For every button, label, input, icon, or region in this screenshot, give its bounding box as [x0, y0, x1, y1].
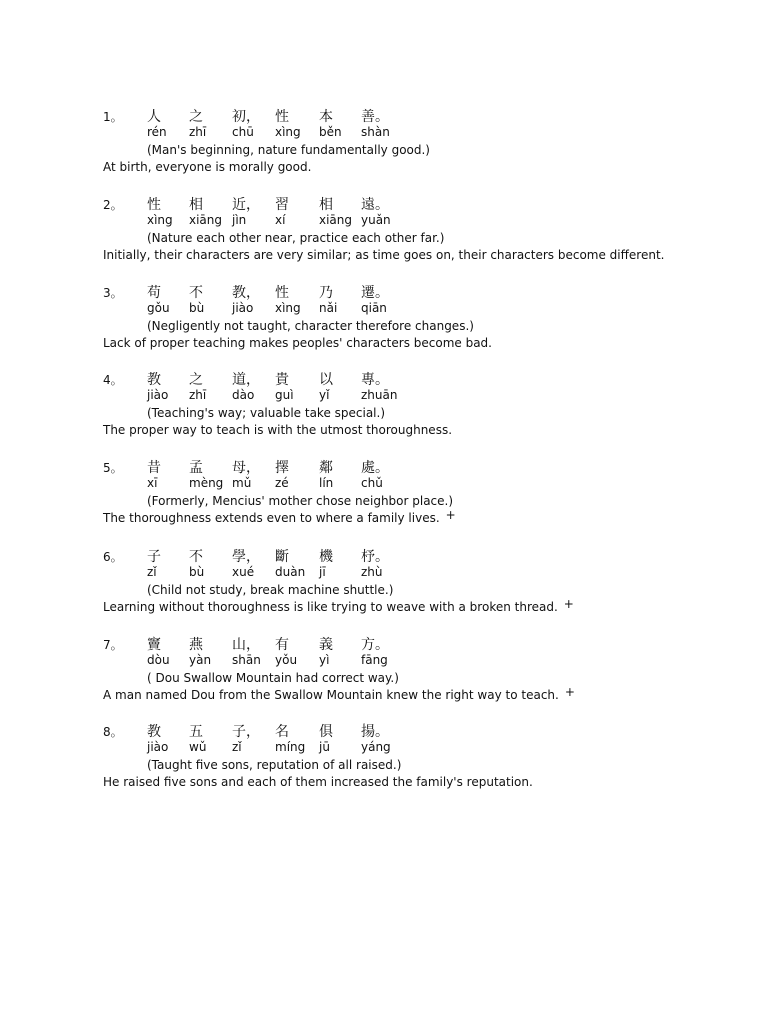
hanzi-character: 子， [232, 724, 260, 740]
pinyin-syllable: xìng [275, 301, 301, 315]
pinyin-syllable: jiào [232, 301, 254, 315]
hanzi-character: 機 [319, 549, 333, 565]
hanzi-character: 俱 [319, 724, 333, 740]
pinyin-syllable: yǒu [275, 653, 298, 667]
hanzi-character: 名 [275, 724, 289, 740]
pinyin-syllable: jū [319, 740, 330, 754]
literal-translation: (Man's beginning, nature fundamentally good.) [147, 143, 430, 157]
literal-translation: (Teaching's way; valuable take special.) [147, 406, 386, 420]
plus-marker: + [563, 597, 574, 611]
pinyin-syllable: chū [232, 125, 254, 139]
pinyin-syllable: xìng [147, 213, 173, 227]
pinyin-syllable: dòu [147, 653, 170, 667]
hanzi-character: 方。 [361, 637, 389, 653]
pinyin-syllable: jī [319, 565, 326, 579]
pinyin-syllable: zhī [189, 388, 207, 402]
hanzi-character: 近， [232, 197, 260, 213]
meaning-text: At birth, everyone is morally good. [103, 160, 312, 174]
hanzi-character: 遠。 [361, 197, 389, 213]
meaning-line [103, 248, 664, 262]
pinyin-syllable: rén [147, 125, 167, 139]
pinyin-syllable: duàn [275, 565, 306, 579]
hanzi-character: 專。 [361, 372, 389, 388]
hanzi-character: 山， [232, 637, 260, 653]
meaning-line [103, 423, 452, 437]
hanzi-character: 鄰 [319, 460, 333, 476]
pinyin-syllable: jiào [147, 740, 169, 754]
pinyin-syllable: míng [275, 740, 306, 754]
verse-block [0, 460, 768, 543]
verse-number: 8。 [103, 725, 123, 739]
pinyin-syllable: zǐ [147, 565, 157, 579]
hanzi-character: 孟 [189, 460, 203, 476]
pinyin-syllable: yuǎn [361, 213, 391, 227]
pinyin-syllable: jiào [147, 388, 169, 402]
hanzi-character: 教 [147, 372, 161, 388]
hanzi-character: 性 [147, 197, 161, 213]
verse-block [0, 637, 768, 720]
pinyin-syllable: jìn [232, 213, 247, 227]
hanzi-character: 性 [275, 285, 289, 301]
hanzi-character: 教 [147, 724, 161, 740]
hanzi-character: 遷。 [361, 285, 389, 301]
pinyin-syllable: fāng [361, 653, 388, 667]
meaning-text: Lack of proper teaching makes peoples' characters become bad. [103, 336, 492, 350]
pinyin-syllable: nǎi [319, 301, 338, 315]
hanzi-character: 以 [319, 372, 333, 388]
pinyin-syllable: chǔ [361, 476, 383, 490]
hanzi-character: 揚。 [361, 724, 389, 740]
meaning-line [103, 508, 456, 525]
hanzi-character: 苟 [147, 285, 161, 301]
verse-number: 4。 [103, 373, 123, 387]
hanzi-character: 人 [147, 109, 161, 125]
pinyin-syllable: zhuān [361, 388, 398, 402]
pinyin-syllable: lín [319, 476, 334, 490]
pinyin-syllable: xī [147, 476, 158, 490]
hanzi-character: 教， [232, 285, 260, 301]
verse-number: 3。 [103, 286, 123, 300]
literal-translation: (Child not study, break machine shuttle.) [147, 583, 394, 597]
verse-block [0, 724, 768, 807]
hanzi-character: 學， [232, 549, 260, 565]
pinyin-syllable: bù [189, 565, 205, 579]
pinyin-syllable: gǒu [147, 301, 170, 315]
pinyin-syllable: wǔ [189, 740, 207, 754]
pinyin-syllable: běn [319, 125, 342, 139]
meaning-text: The proper way to teach is with the utmost thoroughness. [103, 423, 453, 437]
pinyin-syllable: mǔ [232, 476, 252, 490]
pinyin-syllable: yì [319, 653, 330, 667]
hanzi-character: 善。 [361, 109, 389, 125]
hanzi-character: 有 [275, 637, 289, 653]
pinyin-syllable: shān [232, 653, 261, 667]
hanzi-character: 相 [189, 197, 203, 213]
pinyin-syllable: zé [275, 476, 289, 490]
pinyin-syllable: mèng [189, 476, 224, 490]
pinyin-syllable: bù [189, 301, 205, 315]
hanzi-character: 相 [319, 197, 333, 213]
pinyin-syllable: zhī [189, 125, 207, 139]
pinyin-syllable: yáng [361, 740, 391, 754]
hanzi-character: 昔 [147, 460, 161, 476]
verse-number: 7。 [103, 638, 123, 652]
meaning-text: A man named Dou from the Swallow Mountain knew the right way to teach. [103, 688, 559, 702]
meaning-line [103, 336, 492, 350]
pinyin-syllable: zǐ [232, 740, 242, 754]
hanzi-character: 貴 [275, 372, 289, 388]
hanzi-character: 不 [189, 549, 203, 565]
hanzi-character: 斷 [275, 549, 289, 565]
pinyin-syllable: xiāng [189, 213, 223, 227]
pinyin-syllable: xí [275, 213, 286, 227]
plus-marker: + [445, 508, 456, 522]
hanzi-character: 本 [319, 109, 333, 125]
literal-translation: (Negligently not taught, character therefore changes.) [147, 319, 474, 333]
verse-number: 2。 [103, 198, 123, 212]
meaning-line [103, 685, 575, 702]
meaning-text: He raised five sons and each of them increased the family's reputation. [103, 775, 533, 789]
meaning-line [103, 160, 311, 174]
hanzi-character: 竇 [147, 637, 161, 653]
hanzi-character: 性 [275, 109, 289, 125]
pinyin-syllable: zhù [361, 565, 383, 579]
hanzi-character: 乃 [319, 285, 333, 301]
hanzi-character: 義 [319, 637, 333, 653]
literal-translation: (Taught five sons, reputation of all raised.) [147, 758, 402, 772]
hanzi-character: 燕 [189, 637, 203, 653]
meaning-text: The thoroughness extends even to where a family lives. [103, 511, 440, 525]
pinyin-syllable: xué [232, 565, 255, 579]
hanzi-character: 子 [147, 549, 161, 565]
meaning-line [103, 597, 574, 614]
hanzi-character: 之 [189, 109, 203, 125]
literal-translation: (Formerly, Mencius' mother chose neighbor place.) [147, 494, 454, 508]
meaning-line [103, 775, 533, 789]
pinyin-syllable: shàn [361, 125, 390, 139]
pinyin-syllable: guì [275, 388, 294, 402]
verse-block [0, 285, 768, 368]
verse-block [0, 109, 768, 192]
pinyin-syllable: xìng [275, 125, 301, 139]
pinyin-syllable: dào [232, 388, 255, 402]
verse-block [0, 372, 768, 455]
verse-number: 6。 [103, 550, 123, 564]
hanzi-character: 之 [189, 372, 203, 388]
literal-translation: ( Dou Swallow Mountain had correct way.) [147, 671, 399, 685]
hanzi-character: 五 [189, 724, 203, 740]
hanzi-character: 初， [232, 109, 260, 125]
hanzi-character: 母， [232, 460, 260, 476]
hanzi-character: 不 [189, 285, 203, 301]
hanzi-character: 杼。 [361, 549, 389, 565]
meaning-text: Learning without thoroughness is like trying to weave with a broken thread. [103, 600, 558, 614]
plus-marker: + [564, 685, 575, 699]
verse-block [0, 197, 768, 280]
verse-block [0, 549, 768, 632]
pinyin-syllable: xiāng [319, 213, 353, 227]
hanzi-character: 習 [275, 197, 289, 213]
hanzi-character: 擇 [275, 460, 289, 476]
pinyin-syllable: yàn [189, 653, 212, 667]
hanzi-character: 處。 [361, 460, 389, 476]
pinyin-syllable: yǐ [319, 388, 330, 402]
verse-number: 5。 [103, 461, 123, 475]
verse-number: 1。 [103, 110, 123, 124]
pinyin-syllable: qiān [361, 301, 387, 315]
hanzi-character: 道， [232, 372, 260, 388]
meaning-text: Initially, their characters are very similar; as time goes on, their characters become different. [103, 248, 665, 262]
literal-translation: (Nature each other near, practice each other far.) [147, 231, 445, 245]
